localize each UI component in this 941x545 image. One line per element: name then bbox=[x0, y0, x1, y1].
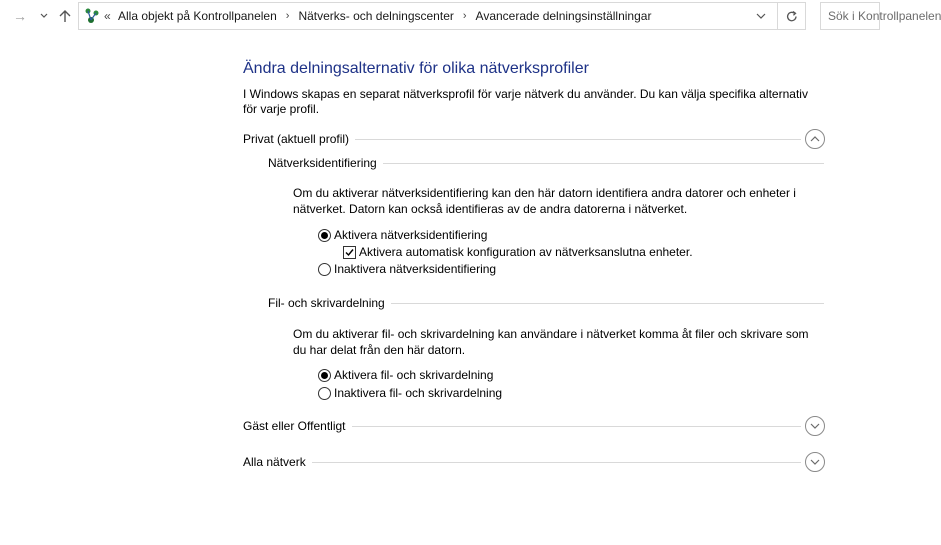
profile-private-label: Privat (aktuell profil) bbox=[243, 132, 350, 146]
radio-button-selected[interactable] bbox=[318, 369, 331, 382]
divider bbox=[383, 163, 824, 164]
address-bar[interactable] bbox=[78, 2, 806, 30]
radio-button[interactable] bbox=[318, 263, 331, 276]
chevron-down-icon bbox=[810, 421, 820, 431]
file-sharing-off-option[interactable] bbox=[318, 386, 502, 400]
file-sharing-description: Om du aktiverar fil- och skrivardelning kan användare i nätverket komma åt filer och skrivare som du har delat från den här datorn. bbox=[293, 327, 809, 357]
profile-guest-header[interactable] bbox=[243, 416, 825, 436]
control-panel-network-icon bbox=[82, 6, 102, 26]
profile-all-networks-label: Alla nätverk bbox=[243, 455, 306, 469]
checkbox-checked[interactable] bbox=[343, 246, 356, 259]
chevron-down-icon bbox=[756, 13, 766, 19]
breadcrumb-advanced-sharing[interactable]: Avancerade delningsinställningar bbox=[475, 9, 652, 23]
network-discovery-description: Om du aktiverar nätverksidentifiering kan den här datorn identifiera andra datorer och enheter i nätverket. Datorn kan också identifieras av de andra datorerna i nätverket. bbox=[293, 186, 796, 216]
arrow-right-icon: → bbox=[13, 8, 27, 24]
profile-guest-label: Gäst eller Offentligt bbox=[243, 419, 346, 433]
chevron-up-icon bbox=[810, 134, 820, 144]
navigation-bar bbox=[0, 0, 941, 32]
file-sharing-heading: Fil- och skrivardelning bbox=[268, 296, 385, 310]
network-discovery-on-label: Aktivera nätverksidentifiering bbox=[334, 228, 488, 242]
network-discovery-off-label: Inaktivera nätverksidentifiering bbox=[334, 262, 497, 276]
file-sharing-on-label: Aktivera fil- och skrivardelning bbox=[334, 368, 494, 382]
breadcrumb-separator[interactable]: › bbox=[285, 10, 290, 22]
file-sharing-on-option[interactable] bbox=[318, 368, 493, 382]
expand-button[interactable] bbox=[805, 452, 825, 472]
page-title: Ändra delningsalternativ för olika nätverksprofiler bbox=[243, 60, 589, 77]
overflow-chevron[interactable]: « bbox=[104, 9, 110, 23]
network-discovery-on-option[interactable] bbox=[318, 228, 487, 242]
recent-locations-button[interactable] bbox=[36, 6, 52, 26]
collapse-button[interactable] bbox=[805, 129, 825, 149]
chevron-down-icon bbox=[40, 13, 48, 19]
forward-button[interactable] bbox=[10, 6, 30, 26]
address-history-button[interactable] bbox=[749, 3, 773, 29]
profile-all-networks-header[interactable] bbox=[243, 452, 825, 472]
breadcrumb-control-panel[interactable]: Alla objekt på Kontrollpanelen bbox=[118, 9, 277, 23]
network-discovery-heading: Nätverksidentifiering bbox=[268, 156, 377, 170]
auto-config-label: Aktivera automatisk konfiguration av nätverksanslutna enheter. bbox=[359, 245, 693, 259]
divider bbox=[355, 139, 801, 140]
divider bbox=[352, 426, 802, 427]
profile-private-header[interactable] bbox=[243, 129, 825, 149]
page-intro: I Windows skapas en separat nätverksprofil för varje nätverk du använder. Du kan välja specifika alternativ för varje profil. bbox=[243, 87, 808, 116]
breadcrumb-network-center[interactable]: Nätverks- och delningscenter bbox=[298, 9, 454, 23]
radio-button-selected[interactable] bbox=[318, 229, 331, 242]
chevron-down-icon bbox=[810, 457, 820, 467]
expand-button[interactable] bbox=[805, 416, 825, 436]
radio-button[interactable] bbox=[318, 387, 331, 400]
arrow-up-icon bbox=[59, 9, 71, 23]
divider bbox=[391, 303, 824, 304]
refresh-button[interactable] bbox=[777, 3, 805, 29]
auto-config-option[interactable] bbox=[343, 245, 693, 259]
network-discovery-off-option[interactable] bbox=[318, 262, 496, 276]
network-discovery-header bbox=[268, 156, 824, 170]
checkmark-icon bbox=[344, 247, 355, 258]
breadcrumb-separator[interactable]: › bbox=[462, 10, 467, 22]
up-button[interactable] bbox=[56, 6, 74, 26]
file-sharing-off-label: Inaktivera fil- och skrivardelning bbox=[334, 386, 503, 400]
search-input[interactable]: Sök i Kontrollpanelen bbox=[820, 2, 880, 30]
divider bbox=[312, 462, 801, 463]
file-sharing-header bbox=[268, 296, 824, 310]
refresh-icon bbox=[786, 10, 798, 23]
